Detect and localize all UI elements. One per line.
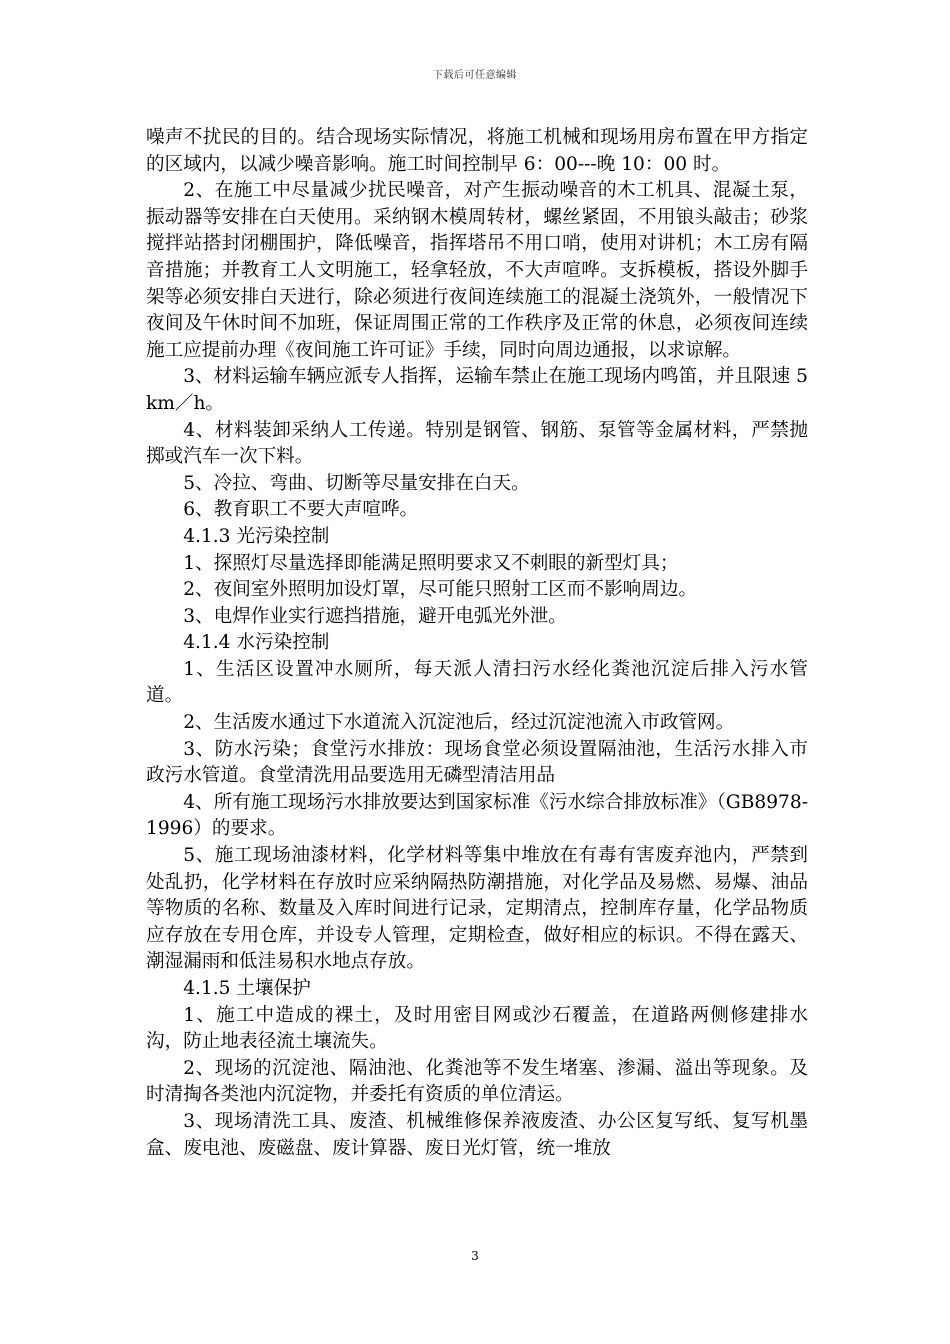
section-heading: 4.1.4 水污染控制	[183, 632, 330, 654]
section-heading: 4.1.5 土壤保护	[183, 978, 311, 999]
paragraph: 1、探照灯尽量选择即能满足照明要求又不刺眼的新型灯具；	[183, 552, 679, 574]
paragraph: 2、夜间室外照明加设灯罩，尽可能只照射工区而不影响周边。	[183, 579, 698, 601]
paragraph: 3、材料运输车辆应派专人指挥，运输车禁止在施工现场内鸣笛，并且限速 5km／h。	[146, 366, 808, 414]
paragraph: 2、生活废水通过下水道流入沉淀池后，经过沉淀池流入市政管网。	[183, 712, 735, 734]
paragraph: 1、生活区设置冲水厕所，每天派人清扫污水经化粪池沉淀后排入污水管道。	[146, 658, 808, 707]
paragraph: 6、教育职工不要大声喧哗。	[183, 499, 419, 521]
paragraph: 5、施工现场油漆材料，化学材料等集中堆放在有毒有害废弃池内，严禁到处乱扔，化学材料在存放时应采纳隔热防潮措施，对化学品及易燃、易爆、油品等物质的名称、数量及入库时间进行记录，定期清点，控制库存量，化学品物质应存放在专用仓库，并设专人管理，定期检查，做好相应的标识。不得在露天、潮湿漏雨和低洼易积水地点存放。	[146, 845, 808, 973]
paragraph: 3、防水污染；食堂污水排放：现场食堂必须设置隔油池，生活污水排入市政污水管道。食堂清洗用品要选用无磷型清洁用品	[146, 738, 808, 787]
page-header: 下载后可任意编辑	[433, 70, 517, 81]
paragraph: 4、材料装卸采纳人工传递。特别是钢管、钢筋、泵管等金属材料，严禁抛掷或汽车一次下料。	[146, 419, 808, 468]
paragraph: 4、所有施工现场污水排放要达到国家标准《污水综合排放标准》（GB8978-1996）的要求。	[146, 791, 808, 840]
section-heading: 4.1.3 光污染控制	[183, 525, 330, 547]
paragraph: 5、冷拉、弯曲、切断等尽量安排在白天。	[183, 472, 530, 494]
paragraph: 2、在施工中尽量减少扰民噪音，对产生振动噪音的木工机具、混凝土泵，振动器等安排在白天使用。采纳钢木模周转材，螺丝紧固，不用锒头敲击；砂浆搅拌站搭封闭棚围护，降低噪音，指挥塔吊不用口哨，使用对讲机；木工房有隔音措施；并教育工人文明施工，轻拿轻放，不大声喧哗。支拆模板，搭设外脚手架等必须安排白天进行，除必须进行夜间连续施工的混凝土浇筑外，一般情况下夜间及午休时间不加班，保证周围正常的工作秩序及正常的休息，必须夜间连续施工应提前办理《夜间施工许可证》手续，同时向周边通报，以求谅解。	[146, 180, 808, 361]
paragraph: 1、施工中造成的裸土，及时用密目网或沙石覆盖，在道路两侧修建排水沟，防止地表径流土壤流失。	[146, 1004, 808, 1053]
document-body	[146, 125, 808, 1162]
paragraph: 3、电焊作业实行遮挡措施，避开电弧光外泄。	[183, 605, 567, 627]
paragraph: 噪声不扰民的目的。结合现场实际情况，将施工机械和现场用房布置在甲方指定的区域内，以减少噪音影响。施工时间控制早 6：00---晚 10：00 时。	[146, 127, 808, 175]
page-number: 3	[471, 1249, 479, 1263]
paragraph: 2、现场的沉淀池、隔油池、化粪池等不发生堵塞、渗漏、溢出等现象。及时清掏各类池内沉淀物，并委托有资质的单位清运。	[146, 1057, 808, 1106]
paragraph: 3、现场清洗工具、废渣、机械维修保养液废渣、办公区复写纸、复写机墨盒、废电池、废磁盘、废计算器、废日光灯管，统一堆放	[146, 1110, 808, 1159]
